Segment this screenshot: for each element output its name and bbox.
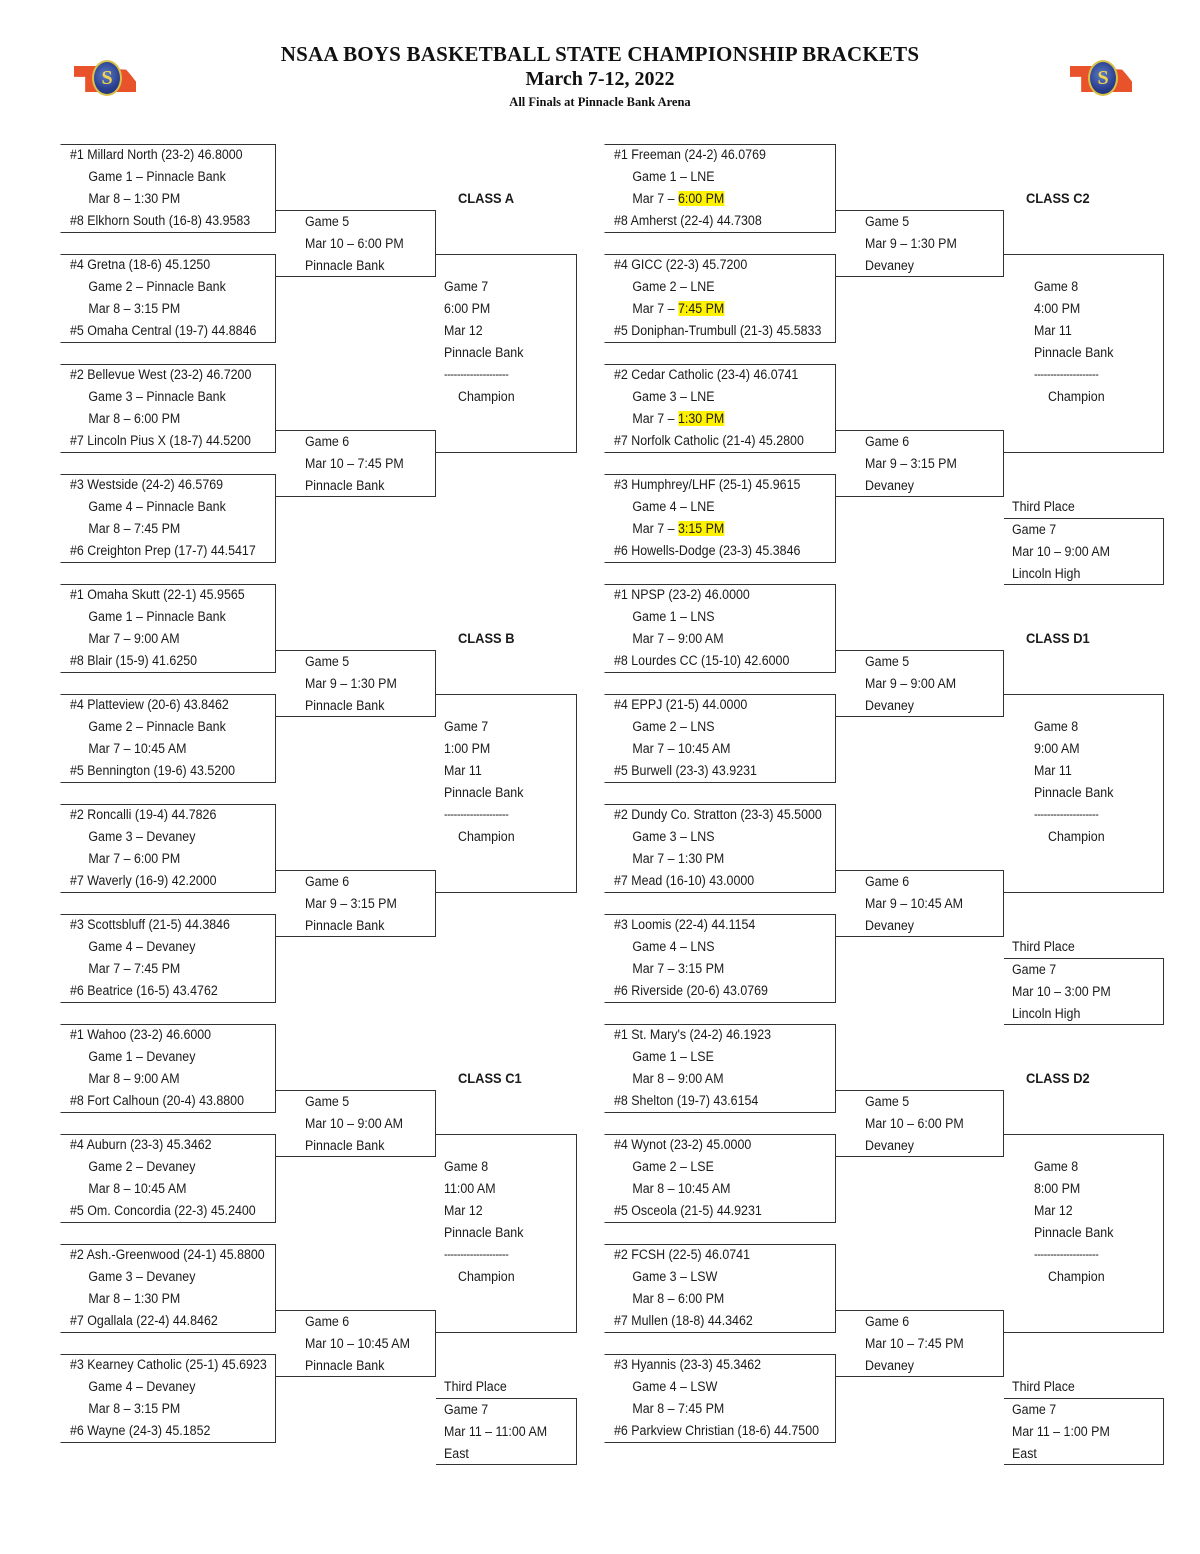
game-datetime (70, 1068, 180, 1090)
third-game: Game 7 (1012, 962, 1057, 977)
final-site: Pinnacle Bank (444, 785, 524, 800)
champion-divider: -------------------- (1034, 807, 1099, 821)
game-site: Game 2 – LNS (632, 719, 715, 734)
game-datetime (614, 738, 730, 760)
team-bottom: #7 Ogallala (22-4) 44.8462 (70, 1313, 218, 1328)
game-time: 10:45 AM (677, 741, 731, 756)
team-top: #2 Ash.-Greenwood (24-1) 45.8800 (70, 1247, 265, 1262)
third-date: Mar 10 – 3:00 PM (1012, 984, 1111, 999)
game-datetime (614, 1288, 724, 1310)
game-datetime (614, 848, 724, 870)
final-game: Game 8 (444, 1159, 489, 1174)
third-place-label: Third Place (1012, 1379, 1075, 1394)
team-bottom: #6 Wayne (24-3) 45.1852 (70, 1423, 211, 1438)
page-title: NSAA BOYS BASKETBALL STATE CHAMPIONSHIP BRACKETS (280, 42, 920, 66)
semifinal-box (276, 1310, 436, 1377)
game-datetime (70, 628, 180, 650)
game-datetime (70, 738, 186, 760)
final-time: 4:00 PM (1034, 301, 1081, 316)
final-game: Game 8 (1034, 719, 1079, 734)
final-site: Pinnacle Bank (444, 1225, 524, 1240)
semi-game: Game 6 (865, 434, 910, 449)
third-place-box (436, 1398, 577, 1465)
game-datetime (614, 1398, 724, 1420)
team-top: #4 EPPJ (21-5) 44.0000 (614, 697, 748, 712)
game-site: Game 4 – Devaney (88, 1379, 196, 1394)
basketball-icon: S (92, 60, 122, 96)
game-datetime (614, 1068, 724, 1090)
team-bottom: #6 Beatrice (16-5) 43.4762 (70, 983, 218, 998)
final-time: 6:00 PM (444, 301, 491, 316)
team-bottom: #8 Blair (15-9) 41.6250 (70, 653, 198, 668)
game-time: 10:45 AM (677, 1181, 731, 1196)
final-date: Mar 11 (1034, 763, 1072, 778)
semi-site: Devaney (865, 1138, 915, 1153)
team-top: #1 Millard North (23-2) 46.8000 (70, 147, 243, 162)
team-bottom: #7 Mead (16-10) 43.0000 (614, 873, 755, 888)
third-date: Mar 10 – 9:00 AM (1012, 544, 1111, 559)
semi-game: Game 5 (305, 1094, 350, 1109)
game-time: 1:30 PM (677, 411, 725, 426)
team-top: #3 Scottsbluff (21-5) 44.3846 (70, 917, 230, 932)
team-bottom: #6 Howells-Dodge (23-3) 45.3846 (614, 543, 801, 558)
game-time: 7:45 PM (133, 961, 181, 976)
game-date: Mar 7 – (632, 961, 678, 976)
game-site: Game 3 – Devaney (88, 1269, 196, 1284)
final-box (1004, 1134, 1164, 1333)
champion-label: Champion (458, 829, 515, 844)
third-game: Game 7 (1012, 1402, 1057, 1417)
team-bottom: #5 Osceola (21-5) 44.9231 (614, 1203, 762, 1218)
team-bottom: #7 Norfolk Catholic (21-4) 45.2800 (614, 433, 804, 448)
game-date: Mar 7 – (632, 631, 678, 646)
semi-date: Mar 9 – 10:45 AM (865, 896, 964, 911)
game-date: Mar 7 – (632, 191, 678, 206)
quarterfinal-box (60, 1244, 276, 1333)
page-subtitle: All Finals at Pinnacle Bank Arena (509, 95, 691, 109)
game-site: Game 4 – LSW (632, 1379, 718, 1394)
game-site: Game 1 – Devaney (88, 1049, 196, 1064)
semi-game: Game 5 (305, 214, 350, 229)
champion-divider: -------------------- (444, 367, 509, 381)
final-time: 8:00 PM (1034, 1181, 1081, 1196)
final-site: Pinnacle Bank (444, 345, 524, 360)
third-site: Lincoln High (1012, 1006, 1081, 1021)
semi-date: Mar 10 – 6:00 PM (865, 1116, 964, 1131)
team-bottom: #5 Om. Concordia (22-3) 45.2400 (70, 1203, 256, 1218)
quarterfinal-box (604, 254, 836, 343)
champion-label: Champion (1048, 1269, 1105, 1284)
team-top: #2 Cedar Catholic (23-4) 46.0741 (614, 367, 799, 382)
semi-site: Devaney (865, 1358, 915, 1373)
final-date: Mar 11 (444, 763, 482, 778)
team-bottom: #7 Mullen (18-8) 44.3462 (614, 1313, 753, 1328)
final-date: Mar 12 (1034, 1203, 1073, 1218)
game-datetime (70, 1288, 180, 1310)
game-date: Mar 7 – (88, 631, 134, 646)
team-bottom: #8 Amherst (22-4) 44.7308 (614, 213, 762, 228)
game-date: Mar 7 – (632, 411, 678, 426)
game-site: Game 4 – LNS (632, 939, 715, 954)
semi-game: Game 5 (865, 654, 910, 669)
team-bottom: #5 Burwell (23-3) 43.9231 (614, 763, 757, 778)
game-site: Game 2 – Devaney (88, 1159, 196, 1174)
class-label: CLASS A (458, 190, 515, 206)
game-date: Mar 8 – (632, 1291, 678, 1306)
class-label: CLASS B (458, 630, 515, 646)
team-top: #2 Bellevue West (23-2) 46.7200 (70, 367, 252, 382)
game-date: Mar 8 – (632, 1071, 678, 1086)
game-site: Game 2 – LNE (632, 279, 715, 294)
game-time: 3:15 PM (133, 301, 181, 316)
final-site: Pinnacle Bank (1034, 1225, 1114, 1240)
team-top: #3 Loomis (22-4) 44.1154 (614, 917, 756, 932)
game-date: Mar 8 – (88, 301, 134, 316)
game-datetime (70, 848, 180, 870)
bracket-2 (604, 0, 1200, 581)
bracket-5 (60, 880, 660, 1461)
game-site: Game 2 – Pinnacle Bank (88, 279, 226, 294)
game-time: 6:00 PM (133, 851, 181, 866)
game-date: Mar 7 – (632, 521, 678, 536)
quarterfinal-box (604, 1244, 836, 1333)
quarterfinal-box (604, 144, 836, 233)
game-time: 1:30 PM (677, 851, 725, 866)
semi-date: Mar 9 – 9:00 AM (865, 676, 957, 691)
game-site: Game 2 – LSE (632, 1159, 714, 1174)
team-top: #1 NPSP (23-2) 46.0000 (614, 587, 750, 602)
game-site: Game 1 – LSE (632, 1049, 714, 1064)
final-box (436, 254, 577, 453)
final-box (436, 694, 577, 893)
team-bottom: #7 Lincoln Pius X (18-7) 44.5200 (70, 433, 251, 448)
game-time: 6:00 PM (677, 191, 725, 206)
team-top: #2 FCSH (22-5) 46.0741 (614, 1247, 751, 1262)
game-datetime (614, 408, 724, 430)
quarterfinal-box (60, 144, 276, 233)
game-time: 7:45 PM (677, 1401, 725, 1416)
basketball-icon: S (1088, 60, 1118, 96)
quarterfinal-box (60, 254, 276, 343)
team-bottom: #6 Creighton Prep (17-7) 44.5417 (70, 543, 256, 558)
quarterfinal-box (604, 694, 836, 783)
game-date: Mar 7 – (632, 741, 678, 756)
final-site: Pinnacle Bank (1034, 345, 1114, 360)
quarterfinal-box (604, 584, 836, 673)
team-top: #4 GICC (22-3) 45.7200 (614, 257, 748, 272)
game-site: Game 1 – Pinnacle Bank (88, 169, 226, 184)
champion-divider: -------------------- (444, 807, 509, 821)
team-top: #1 St. Mary's (24-2) 46.1923 (614, 1027, 772, 1042)
game-time: 6:00 PM (133, 411, 181, 426)
final-site: Pinnacle Bank (1034, 785, 1114, 800)
semi-game: Game 5 (305, 654, 350, 669)
final-box (1004, 694, 1164, 893)
team-bottom: #5 Bennington (19-6) 43.5200 (70, 763, 236, 778)
game-datetime (614, 188, 724, 210)
semi-site: Pinnacle Bank (305, 258, 385, 273)
game-date: Mar 8 – (88, 191, 134, 206)
semi-site: Pinnacle Bank (305, 698, 385, 713)
game-date: Mar 8 – (88, 1181, 134, 1196)
game-site: Game 4 – Pinnacle Bank (88, 499, 226, 514)
game-site: Game 3 – LSW (632, 1269, 718, 1284)
champion-divider: -------------------- (444, 1247, 509, 1261)
semi-date: Mar 10 – 9:00 AM (305, 1116, 404, 1131)
third-site: Lincoln High (1012, 566, 1081, 581)
game-time: 9:00 AM (677, 1071, 724, 1086)
team-top: #1 Freeman (24-2) 46.0769 (614, 147, 766, 162)
semi-date: Mar 9 – 1:30 PM (305, 676, 397, 691)
semi-site: Devaney (865, 918, 915, 933)
final-date: Mar 12 (444, 323, 483, 338)
semi-game: Game 6 (305, 1314, 350, 1329)
team-top: #3 Hyannis (23-3) 45.3462 (614, 1357, 762, 1372)
game-time: 9:00 AM (133, 631, 180, 646)
team-top: #3 Westside (24-2) 46.5769 (70, 477, 224, 492)
game-date: Mar 7 – (88, 851, 134, 866)
team-bottom: #6 Riverside (20-6) 43.0769 (614, 983, 768, 998)
game-time: 1:30 PM (133, 1291, 181, 1306)
semi-site: Devaney (865, 258, 915, 273)
game-site: Game 3 – LNE (632, 389, 715, 404)
quarterfinal-box (60, 1134, 276, 1223)
game-time: 3:15 PM (677, 961, 725, 976)
team-bottom: #7 Waverly (16-9) 42.2000 (70, 873, 217, 888)
team-top: #4 Wynot (23-2) 45.0000 (614, 1137, 752, 1152)
game-time: 7:45 PM (133, 521, 181, 536)
semifinal-box (836, 1310, 1004, 1377)
third-place-label: Third Place (1012, 499, 1075, 514)
team-top: #4 Platteview (20-6) 43.8462 (70, 697, 229, 712)
quarterfinal-box (60, 694, 276, 783)
team-top: #4 Auburn (23-3) 45.3462 (70, 1137, 212, 1152)
bracket-6 (604, 880, 1200, 1461)
class-label: CLASS D1 (1026, 630, 1090, 646)
semi-date: Mar 9 – 3:15 PM (305, 896, 397, 911)
third-site: East (444, 1446, 469, 1461)
game-datetime (70, 188, 180, 210)
final-time: 9:00 AM (1034, 741, 1080, 756)
semi-game: Game 6 (305, 434, 350, 449)
team-top: #2 Dundy Co. Stratton (23-3) 45.5000 (614, 807, 822, 822)
semifinal-box (276, 1090, 436, 1157)
semi-game: Game 5 (865, 214, 910, 229)
game-site: Game 1 – Pinnacle Bank (88, 609, 226, 624)
final-date: Mar 12 (444, 1203, 483, 1218)
final-box (1004, 254, 1164, 453)
final-box (436, 1134, 577, 1333)
third-place-label: Third Place (1012, 939, 1075, 954)
team-top: #1 Omaha Skutt (22-1) 45.9565 (70, 587, 245, 602)
team-bottom: #8 Fort Calhoun (20-4) 43.8800 (70, 1093, 244, 1108)
game-site: Game 4 – Devaney (88, 939, 196, 954)
game-date: Mar 7 – (632, 301, 678, 316)
quarterfinal-box (604, 1134, 836, 1223)
semifinal-box (836, 210, 1004, 277)
semi-date: Mar 10 – 7:45 PM (865, 1336, 964, 1351)
third-game: Game 7 (444, 1402, 489, 1417)
game-date: Mar 8 – (88, 1401, 134, 1416)
game-site: Game 3 – LNS (632, 829, 715, 844)
semifinal-box (276, 210, 436, 277)
game-site: Game 2 – Pinnacle Bank (88, 719, 226, 734)
semi-site: Pinnacle Bank (305, 1138, 385, 1153)
quarterfinal-box (604, 1354, 836, 1443)
semi-site: Pinnacle Bank (305, 918, 385, 933)
class-label: CLASS C2 (1026, 190, 1090, 206)
quarterfinal-box (604, 1024, 836, 1113)
third-place-box (1004, 1398, 1164, 1465)
game-time: 9:00 AM (133, 1071, 180, 1086)
game-datetime (614, 298, 724, 320)
semi-site: Pinnacle Bank (305, 1358, 385, 1373)
game-time: 9:00 AM (677, 631, 724, 646)
team-top: #1 Wahoo (23-2) 46.6000 (70, 1027, 212, 1042)
game-date: Mar 8 – (88, 411, 134, 426)
team-top: #4 Gretna (18-6) 45.1250 (70, 257, 211, 272)
team-bottom: #8 Elkhorn South (16-8) 43.9583 (70, 213, 251, 228)
game-site: Game 3 – Pinnacle Bank (88, 389, 226, 404)
semi-game: Game 6 (865, 874, 910, 889)
team-bottom: #5 Omaha Central (19-7) 44.8846 (70, 323, 257, 338)
semi-date: Mar 10 – 10:45 AM (305, 1336, 410, 1351)
game-date: Mar 8 – (88, 1071, 134, 1086)
bracket-4 (604, 440, 1200, 1021)
game-date: Mar 8 – (88, 521, 134, 536)
game-site: Game 1 – LNS (632, 609, 715, 624)
semi-site: Devaney (865, 698, 915, 713)
game-date: Mar 8 – (88, 1291, 134, 1306)
game-datetime (614, 1178, 730, 1200)
game-site: Game 4 – LNE (632, 499, 715, 514)
third-date: Mar 11 – 1:00 PM (1012, 1424, 1110, 1439)
team-top: #3 Humphrey/LHF (25-1) 45.9615 (614, 477, 801, 492)
final-game: Game 7 (444, 279, 489, 294)
bracket-3 (60, 440, 660, 998)
final-time: 1:00 PM (444, 741, 491, 756)
game-time: 7:45 PM (677, 301, 725, 316)
final-time: 11:00 AM (444, 1181, 496, 1196)
champion-label: Champion (1048, 389, 1105, 404)
champion-divider: -------------------- (1034, 367, 1099, 381)
game-date: Mar 7 – (88, 741, 134, 756)
champion-divider: -------------------- (1034, 1247, 1099, 1261)
game-time: 10:45 AM (133, 1181, 187, 1196)
team-top: #3 Kearney Catholic (25-1) 45.6923 (70, 1357, 267, 1372)
team-bottom: #6 Parkview Christian (18-6) 44.7500 (614, 1423, 820, 1438)
champion-label: Champion (458, 1269, 515, 1284)
game-date: Mar 7 – (88, 961, 134, 976)
semi-date: Mar 9 – 3:15 PM (865, 456, 957, 471)
final-game: Game 8 (1034, 1159, 1079, 1174)
game-datetime (70, 408, 180, 430)
game-site: Game 1 – LNE (632, 169, 715, 184)
class-label: CLASS D2 (1026, 1070, 1090, 1086)
semi-site: Devaney (865, 478, 915, 493)
game-time: 3:15 PM (677, 521, 725, 536)
team-bottom: #8 Shelton (19-7) 43.6154 (614, 1093, 759, 1108)
third-date: Mar 11 – 11:00 AM (444, 1424, 548, 1439)
champion-label: Champion (458, 389, 515, 404)
final-game: Game 7 (444, 719, 489, 734)
game-date: Mar 8 – (632, 1401, 678, 1416)
champion-label: Champion (1048, 829, 1105, 844)
semi-game: Game 5 (865, 1094, 910, 1109)
third-site: East (1012, 1446, 1037, 1461)
team-bottom: #8 Lourdes CC (15-10) 42.6000 (614, 653, 790, 668)
game-date: Mar 8 – (632, 1181, 678, 1196)
team-top: #2 Roncalli (19-4) 44.7826 (70, 807, 217, 822)
quarterfinal-box (60, 584, 276, 673)
quarterfinal-box (60, 1024, 276, 1113)
final-date: Mar 11 (1034, 323, 1072, 338)
game-date: Mar 7 – (632, 851, 678, 866)
semifinal-box (836, 650, 1004, 717)
game-datetime (70, 1178, 186, 1200)
third-game: Game 7 (1012, 522, 1057, 537)
game-time: 1:30 PM (133, 191, 181, 206)
game-datetime (614, 628, 724, 650)
game-site: Game 3 – Devaney (88, 829, 196, 844)
semifinal-box (276, 650, 436, 717)
semi-game: Game 6 (305, 874, 350, 889)
page-dates: March 7-12, 2022 (525, 68, 675, 90)
semifinal-box (836, 1090, 1004, 1157)
team-bottom: #5 Doniphan-Trumbull (21-3) 45.5833 (614, 323, 822, 338)
final-game: Game 8 (1034, 279, 1079, 294)
third-place-label: Third Place (444, 1379, 507, 1394)
game-time: 6:00 PM (677, 1291, 725, 1306)
game-time: 3:15 PM (133, 1401, 181, 1416)
class-label: CLASS C1 (458, 1070, 522, 1086)
semi-date: Mar 9 – 1:30 PM (865, 236, 957, 251)
game-datetime (70, 298, 180, 320)
quarterfinal-box (60, 1354, 276, 1443)
semi-game: Game 6 (865, 1314, 910, 1329)
game-datetime (70, 1398, 180, 1420)
semi-date: Mar 10 – 7:45 PM (305, 456, 404, 471)
semi-date: Mar 10 – 6:00 PM (305, 236, 404, 251)
game-time: 10:45 AM (133, 741, 187, 756)
semi-site: Pinnacle Bank (305, 478, 385, 493)
